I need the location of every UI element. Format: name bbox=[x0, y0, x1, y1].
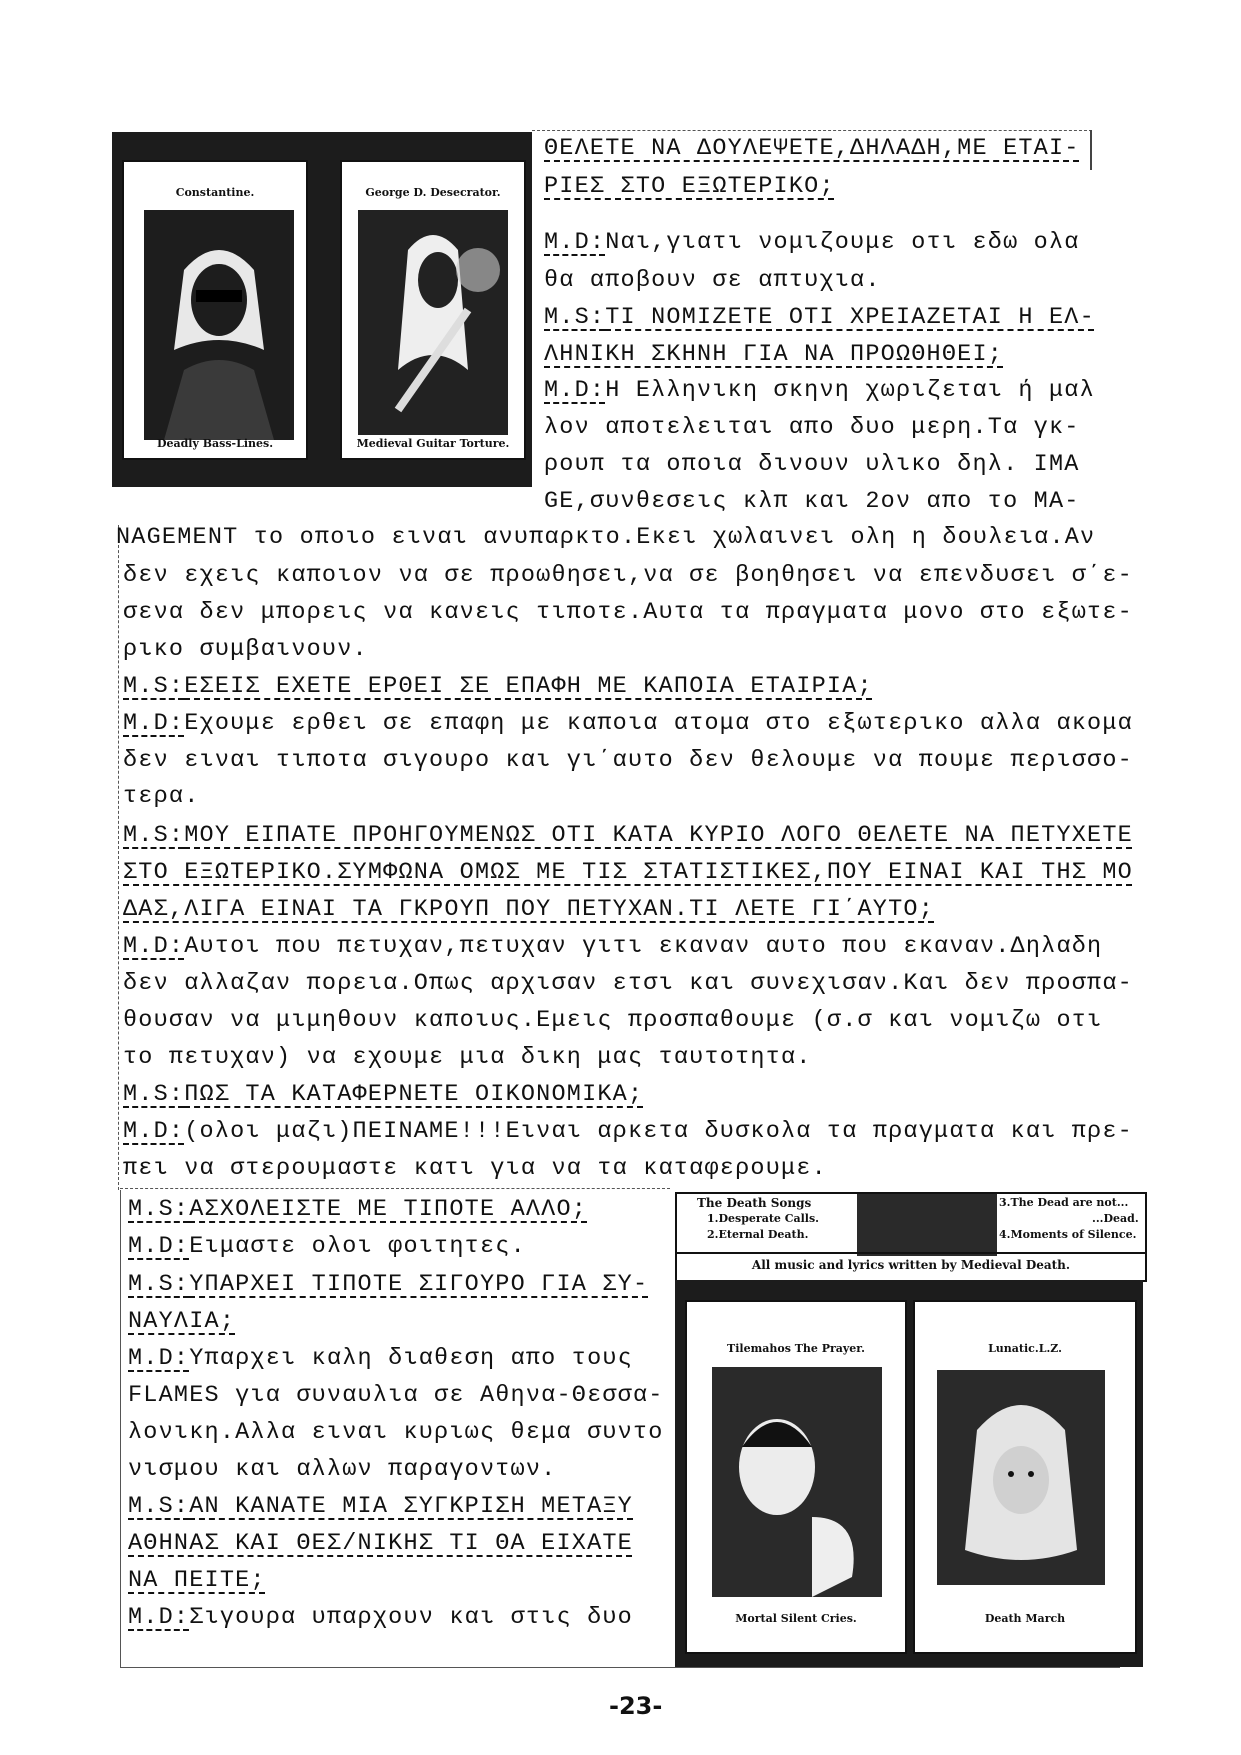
text-line: ρουπ τα οποια δινουν υλικο δηλ. ΙΜΑ bbox=[544, 451, 1080, 478]
question-line: ΑΘΗΝΑΣ ΚΑΙ ΘΕΣ/ΝΙΚΗΣ ΤΙ ΘΑ ΕΙΧΑΤΕ bbox=[128, 1530, 633, 1557]
text-line: λονικη.Αλλα ειναι κυριως θεμα συντο bbox=[128, 1419, 664, 1446]
question-line: ΘΕΛΕΤΕ ΝΑ ΔΟΥΛΕΨΕΤΕ,ΔΗΛΑΔΗ,ΜΕ ΕΤΑΙ- bbox=[544, 135, 1080, 162]
speaker-label: M.D: bbox=[544, 229, 606, 256]
speaker-label: M.S: bbox=[123, 822, 185, 849]
speaker-label: M.S: bbox=[128, 1196, 190, 1223]
speaker-label: M.S: bbox=[544, 304, 606, 331]
photo-caption-role: Death March bbox=[984, 1612, 1066, 1625]
text-line: λον αποτελειται απο δυο μερη.Τα γκ- bbox=[544, 414, 1080, 441]
text-line: το πετυχαν) να εχουμε μια δικη μας ταυτοτητα. bbox=[123, 1044, 812, 1071]
question-line: ΔΑΣ,ΛΙΓΑ ΕΙΝΑΙ ΤΑ ΓΚΡΟΥΠ ΠΟΥ ΠΕΤΥΧΑΝ.ΤΙ ΛΕΤΕ ΓΙ΄ΑΥΤΟ; bbox=[123, 896, 935, 923]
demo-track: 4.Moments of Silence. bbox=[999, 1228, 1137, 1241]
photo-caption-name: Lunatic.L.Z. bbox=[988, 1342, 1062, 1355]
answer-line: M.D:Ειμαστε ολοι φοιτητες. bbox=[128, 1233, 526, 1260]
portrait-photo bbox=[144, 210, 294, 440]
text-line: σενα δεν μπορεις να κανεις τιποτε.Αυτα τα πραγματα μονο στο εξωτε- bbox=[123, 599, 1133, 626]
demo-tracklist-box bbox=[675, 1192, 1147, 1282]
section-divider bbox=[120, 1188, 670, 1189]
top-photo-collage bbox=[112, 132, 532, 487]
top-border bbox=[532, 130, 1092, 131]
speaker-label: M.D: bbox=[123, 1118, 185, 1145]
speaker-label: M.D: bbox=[128, 1233, 190, 1260]
portrait-photo bbox=[712, 1367, 882, 1597]
photo-frame-right bbox=[913, 1300, 1137, 1654]
photo-caption-name: George D. Desecrator. bbox=[365, 186, 501, 199]
question-line: ΝΑΥΛΙΑ; bbox=[128, 1308, 236, 1335]
text-line: δεν εχεις καποιον να σε προωθησει,να σε βοηθησει να επενδυσει σ΄ε- bbox=[123, 562, 1133, 589]
speaker-label: M.S: bbox=[123, 1081, 185, 1108]
question-line: M.S:ΠΩΣ ΤΑ ΚΑΤΑΦΕΡΝΕΤΕ ΟΙΚΟΝΟΜΙΚΑ; bbox=[123, 1081, 644, 1108]
text-line: δεν ειναι τιποτα σιγουρο και γι΄αυτο δεν θελουμε να πουμε περισσο- bbox=[123, 747, 1133, 774]
text-line: τερα. bbox=[123, 783, 200, 810]
speaker-label: M.D: bbox=[123, 710, 185, 737]
demo-track: 1.Desperate Calls. bbox=[707, 1212, 819, 1225]
question-line: M.S:ΑΝ ΚΑΝΑΤΕ ΜΙΑ ΣΥΓΚΡΙΣΗ ΜΕΤΑΞΥ bbox=[128, 1493, 633, 1520]
text-line: θουσαν να μιμηθουν καποιυς.Εμεις προσπαθουμε (σ.σ και νομιζω οτι bbox=[123, 1007, 1103, 1034]
answer-line: M.D:Εχουμε ερθει σε επαφη με καποια ατομα στο εξωτερικο αλλα ακομα bbox=[123, 710, 1133, 737]
photo-frame-left bbox=[685, 1300, 907, 1654]
bottom-border bbox=[120, 1667, 1120, 1668]
photo-caption-role: Mortal Silent Cries. bbox=[735, 1612, 857, 1625]
portrait-photo bbox=[358, 210, 508, 435]
text-line: δεν αλλαζαν πορεια.Οπως αρχισαν ετσι και συνεχισαν.Και δεν προσπα- bbox=[123, 970, 1133, 997]
text-line: ρικο συμβαινουν. bbox=[123, 636, 368, 663]
photo-caption-name: Constantine. bbox=[175, 186, 255, 199]
photo-caption-name: Tilemahos The Prayer. bbox=[727, 1342, 865, 1355]
photo-caption-role: Deadly Bass-Lines. bbox=[156, 437, 274, 450]
demo-title: The Death Songs bbox=[697, 1196, 812, 1210]
answer-line: M.D:(ολοι μαζι)ΠΕΙΝΑΜΕ!!!Ειναι αρκετα δυσκολα τα πραγματα και πρε- bbox=[123, 1118, 1133, 1145]
question-line: M.S:ΕΣΕΙΣ ΕΧΕΤΕ ΕΡΘΕΙ ΣΕ ΕΠΑΦΗ ΜΕ ΚΑΠΟΙΑ ΕΤΑΙΡΙΑ; bbox=[123, 673, 873, 700]
answer-line: M.D:Αυτοι που πετυχαν,πετυχαν γιτι εκαναν αυτο που εκαναν.Δηλαδη bbox=[123, 933, 1103, 960]
question-line: M.S:ΑΣΧΟΛΕΙΣΤΕ ΜΕ ΤΙΠΟΤΕ ΑΛΛΟ; bbox=[128, 1196, 588, 1223]
speaker-label: M.S: bbox=[128, 1493, 190, 1520]
question-line: ΛΗΝΙΚΗ ΣΚΗΝΗ ΓΙΑ ΝΑ ΠΡΟΩΘΗΘΕΙ; bbox=[544, 341, 1004, 368]
speaker-label: M.D: bbox=[128, 1345, 190, 1372]
question-line: M.S:ΥΠΑΡΧΕΙ ΤΙΠΟΤΕ ΣΙΓΟΥΡΟ ΓΙΑ ΣΥ- bbox=[128, 1271, 649, 1298]
left-border bbox=[120, 1190, 121, 1667]
demo-track: ...Dead. bbox=[1092, 1212, 1139, 1225]
text-line: NAGEMENT το οποιο ειναι ανυπαρκτο.Εκει χωλαινει ολη η δουλεια.Αν bbox=[116, 524, 1096, 551]
answer-line: M.D:Σιγουρα υπαρχουν και στις δυο bbox=[128, 1604, 633, 1631]
page-number: -23- bbox=[609, 1692, 663, 1720]
right-border bbox=[1090, 130, 1092, 170]
text-line: πει να στερουμαστε κατι για να τα καταφερουμε. bbox=[123, 1155, 827, 1182]
left-border bbox=[118, 525, 119, 1190]
demo-track: 3.The Dead are not... bbox=[999, 1196, 1129, 1209]
speaker-label: M.D: bbox=[544, 377, 606, 404]
portrait-photo bbox=[937, 1370, 1105, 1585]
question-line: ΝΑ ΠΕΙΤΕ; bbox=[128, 1567, 266, 1594]
bottom-photo-collage bbox=[675, 1280, 1143, 1667]
demo-track: 2.Eternal Death. bbox=[707, 1228, 809, 1241]
demo-band-photo bbox=[857, 1194, 997, 1256]
text-line: FLAMES για συναυλια σε Αθηνα-Θεσσα- bbox=[128, 1382, 664, 1409]
speaker-label: M.S: bbox=[123, 673, 185, 700]
question-line: M.S:ΤΙ ΝΟΜΙΖΕΤΕ ΟΤΙ ΧΡΕΙΑΖΕΤΑΙ Η ΕΛ- bbox=[544, 304, 1095, 331]
speaker-label: M.D: bbox=[123, 933, 185, 960]
photo-caption-role: Medieval Guitar Torture. bbox=[356, 437, 510, 450]
question-line: ΡΙΕΣ ΣΤΟ ΕΞΩΤΕΡΙΚΟ; bbox=[544, 173, 835, 200]
demo-credit: All music and lyrics written by Medieval Death. bbox=[751, 1258, 1071, 1272]
text-line: θα αποβουν σε απτυχια. bbox=[544, 267, 881, 294]
speaker-label: M.D: bbox=[128, 1604, 190, 1631]
speaker-label: M.S: bbox=[128, 1271, 190, 1298]
photo-frame-right bbox=[340, 160, 526, 460]
answer-line: M.D:Ναι,γιατι νομιζουμε οτι εδω ολα bbox=[544, 229, 1080, 256]
question-line: ΣΤΟ ΕΞΩΤΕΡΙΚΟ.ΣΥΜΦΩΝΑ ΟΜΩΣ ΜΕ ΤΙΣ ΣΤΑΤΙΣΤΙΚΕΣ,ΠΟΥ ΕΙΝΑΙ ΚΑΙ ΤΗΣ ΜΟ bbox=[123, 859, 1133, 886]
text-line: νισμου και αλλων παραγοντων. bbox=[128, 1456, 557, 1483]
photo-frame-left bbox=[122, 160, 308, 460]
text-line: GE,συνθεσεις κλπ και 2ον απο το ΜΑ- bbox=[544, 488, 1080, 515]
answer-line: M.D:Υπαρχει καλη διαθεση απο τους bbox=[128, 1345, 633, 1372]
question-line: M.S:ΜΟΥ ΕΙΠΑΤΕ ΠΡΟΗΓΟΥΜΕΝΩΣ ΟΤΙ ΚΑΤΑ ΚΥΡΙΟ ΛΟΓΟ ΘΕΛΕΤΕ ΝΑ ΠΕΤΥΧΕΤΕ bbox=[123, 822, 1133, 849]
answer-line: M.D:Η Ελληνικη σκηνη χωριζεται ή μαλ bbox=[544, 377, 1095, 404]
